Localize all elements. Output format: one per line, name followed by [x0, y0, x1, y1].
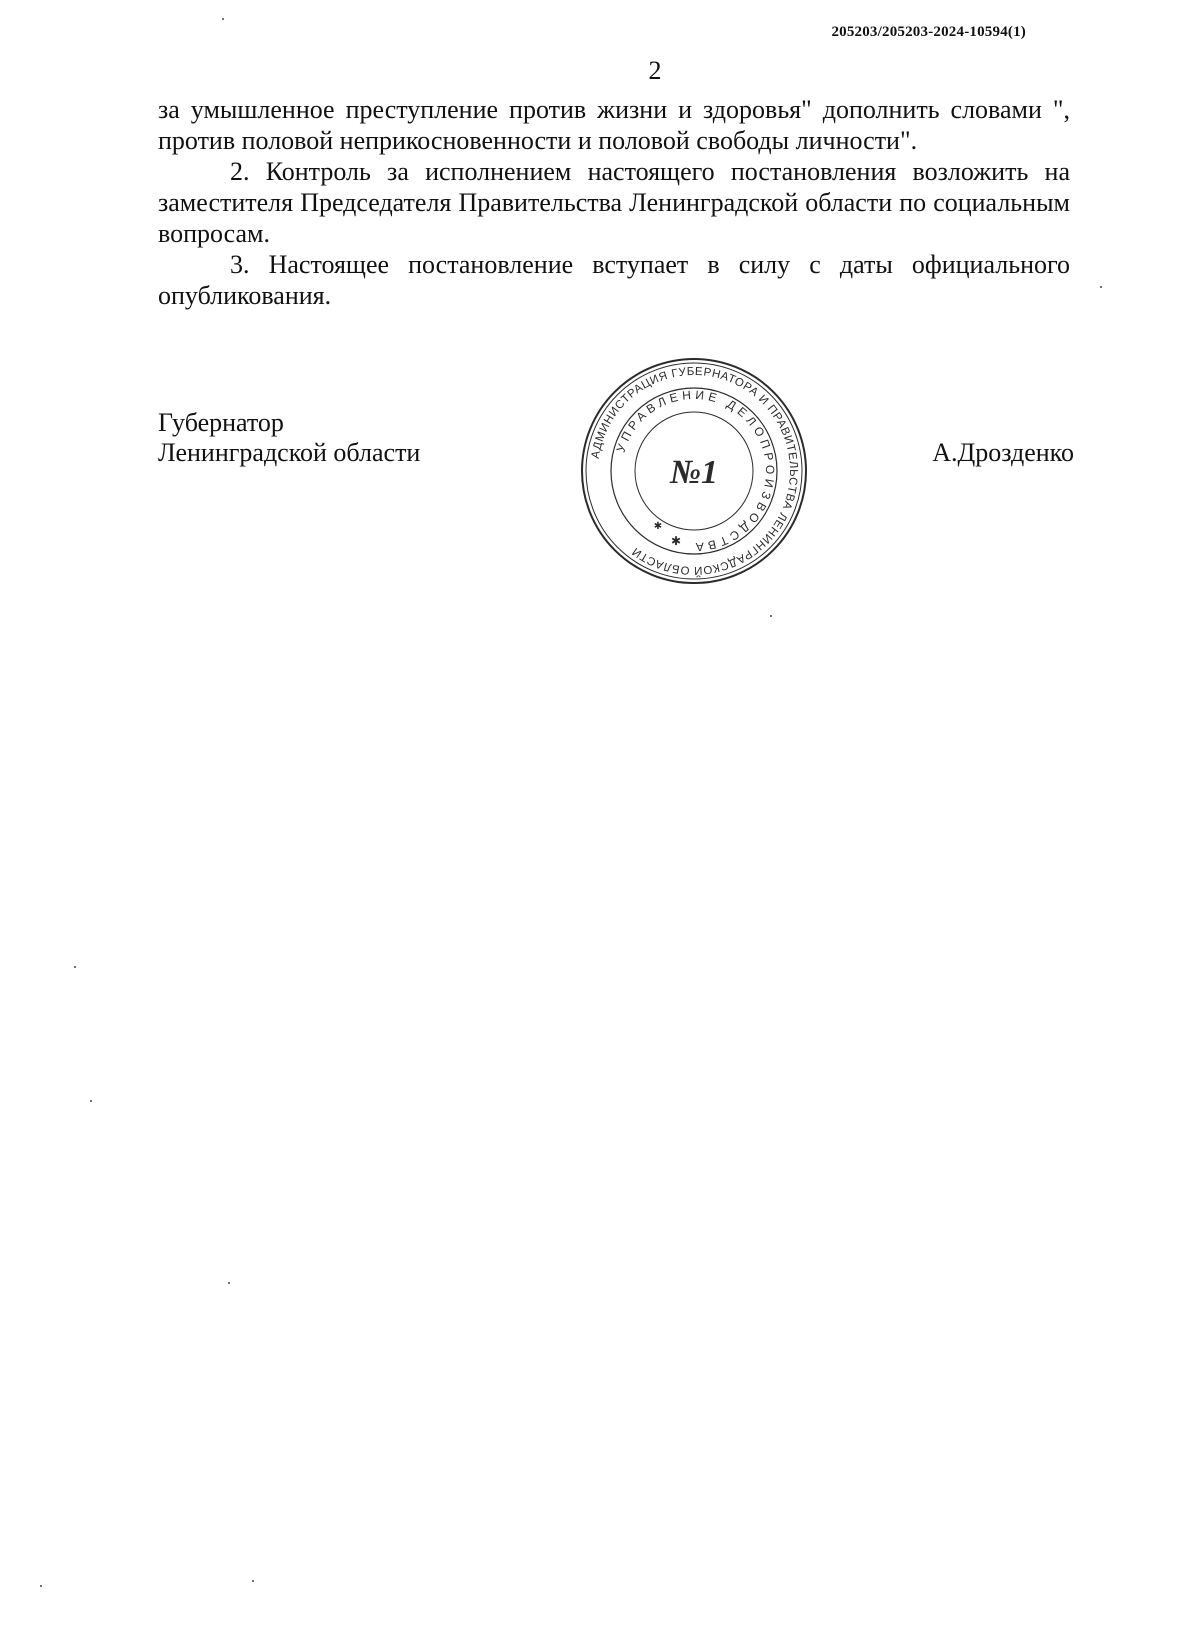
scan-speck	[40, 1585, 42, 1587]
page-number: 2	[648, 56, 662, 85]
paragraph-item-3: 3. Настоящее постановление вступает в силу с даты официального опубликования.	[158, 250, 1070, 310]
stamp-outer-text: АДМИНИСТРАЦИЯ ГУБЕРНАТОРА И ПРАВИТЕЛЬСТВА ЛЕНИНГРАДСКОЙ ОБЛАСТИ	[589, 365, 800, 577]
scan-speck	[228, 1282, 230, 1284]
stamp-inner-text: УПРАВЛЕНИЕ ДЕЛОПРОИЗВОДСТВА	[613, 387, 778, 555]
paragraph-continuation: за умышленное преступление против жизни и здоровья" дополнить словами ", против половой неприкосновенности и половой свободы личности".	[158, 95, 1070, 155]
star-icon: ✱	[653, 521, 663, 532]
document-body	[158, 94, 1070, 311]
document-id: 205203/205203-2024-10594(1)	[831, 24, 1026, 40]
signatory-position	[158, 408, 420, 468]
scan-speck	[90, 1100, 92, 1102]
scan-speck	[74, 966, 76, 968]
signatory-name: А.Дрозденко	[932, 438, 1074, 467]
scan-speck	[222, 18, 224, 20]
stamp-center-text: №1	[669, 454, 719, 491]
signatory-region: Ленинградской области	[158, 438, 421, 467]
official-stamp	[578, 355, 810, 587]
scan-speck	[770, 615, 772, 617]
signatory-title: Губернатор	[158, 408, 284, 437]
scan-speck	[1100, 286, 1102, 288]
paragraph-item-2: 2. Контроль за исполнением настоящего постановления возложить на заместителя Председателя Правительства Ленинградской области по социальным вопросам.	[158, 157, 1070, 248]
star-icon: ✱	[670, 534, 682, 548]
scan-speck	[252, 1580, 254, 1582]
